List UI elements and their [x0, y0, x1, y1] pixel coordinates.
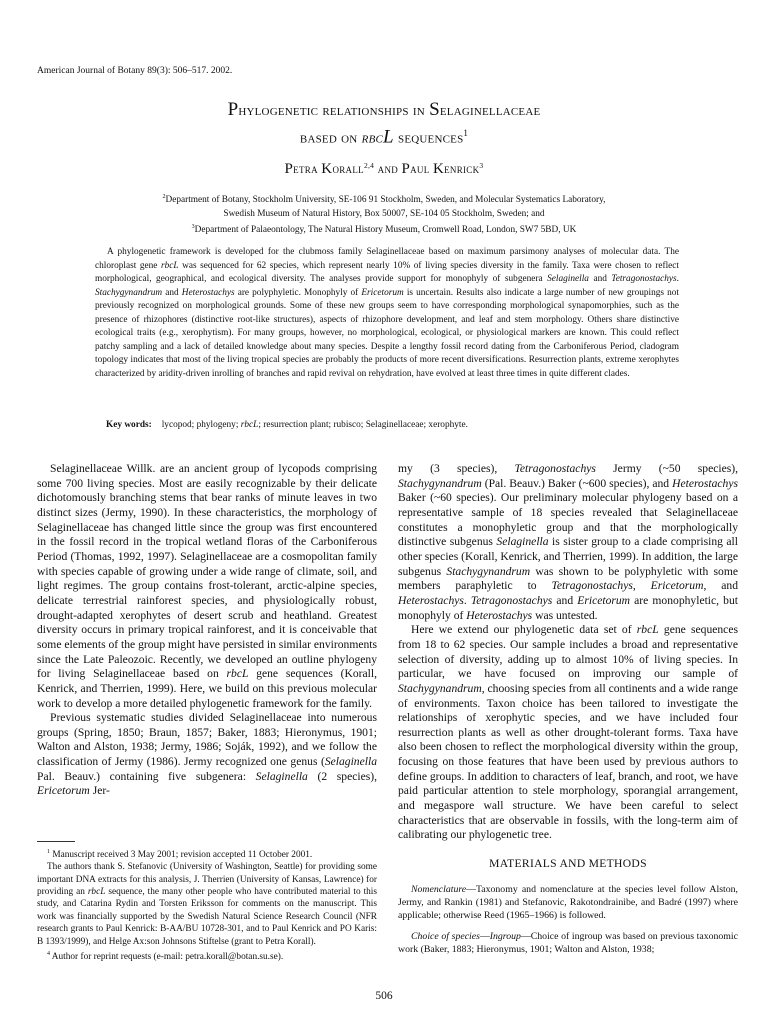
- footnotes: [37, 846, 377, 963]
- intro-paragraph-1: Selaginellaceae Willk. are an ancient group of lycopods comprising some 700 living species. Most are easily recognizable by their delicate dichotomously branching stems that bear ranks of minute leaves in two distinct sizes (Jermy, 1990). In these characteristics, the morphology of Selaginellaceae has changed little since the group was first encountered in the fossil record in the tropical wetland floras of the Carboniferous Period (Thomas, 1992, 1997). Selaginellaceae are a cosmopolitan family with species capable of growing under a wide range of climate, soil, and light regimes. The group contains frost-tolerant, arctic-alpine species, delicate terrestrial rainforest species, and physiologically robust, drought-adapted xerophytes of desert scrub and heathland. Greatest diversity occurs in primary tropical rainforest, and it is conceivable that some elements of the group might have persisted in similar environments since the Late Paleozoic. Recently, we developed an outline phylogeny for living Selaginellaceae based on rbcL gene sequences (Korall, Kenrick, and Therrien, 1999). Here, we build on this previous molecular work to develop a more detailed phylogenetic framework for the family.: [37, 462, 378, 710]
- author-list: Petra Korall$^{2,4}$ and Paul Kenrick$^3$: [284, 161, 484, 178]
- journal-citation: American Journal of Botany 89(3): 506–517. 2002.: [37, 66, 233, 76]
- methods-text: [398, 883, 738, 956]
- intro-paragraph-2-continued: my (3 species), Tetragonostachys Jermy (~50 species), Stachygynandrum (Pal. Beauv.) Baker (~600 species), and Heterostachys Baker (~60 species). Our preliminary molecular phylogeny based on a representative sample of 18 species revealed that Selaginellaceae constitutes a monophyletic group and that the morphologically distinctive subgenus Selaginella is sister group to a clade comprising all other species (Korall, Kenrick, and Therrien, 1999). In addition, the large subgenus Stachygynandrum was shown to be polyphyletic with some members paraphyletic to Tetragonostachys, Ericetorum, and Heterostachys. Tetragonostachys and Ericetorum are monophyletic, but monophyly of Heterostachys was untested.: [398, 462, 738, 622]
- nomenclature-paragraph: Nomenclature—Taxonomy and nomenclature at the species level follow Alston, Jermy, and Rankin (1981) and Stefanovic, Rakotondrainibe, and Badré (1997) where applicable; otherwise Reed (1965–1966) is followed.: [398, 883, 738, 921]
- keywords-label: Key words:: [106, 420, 152, 430]
- footnote-acknowledgements: The authors thank S. Stefanovic (University of Washington, Seattle) for providing some important DNA extracts for this analysis, J. Therrien (University of Kansas, Lawrence) for providing an rbcL sequence, the many other people who have contributed material to this study, and Catarina Rydin and Torsten Eriksson for comments on the manuscript. This work was financially supported by the Swedish Natural Science Research Council (NFR research grants to Paul Kenrick: B-AA/BU 10728-301, and to Paul Kenrick and PO Karis: B 1393/1999), and Helge Ax:son Johnsons Stiftelse (grant to Petra Korall).: [37, 862, 378, 947]
- footnote-1: $^1$ Manuscript received 3 May 2001; revision accepted 11 October 2001.: [47, 849, 313, 861]
- abstract: A phylogenetic framework is developed for the clubmoss family Selaginellaceae based on maximum parsimony analyses of molecular data. The chloroplast gene rbcL was sequenced for 62 species, which represent nearly 10% of living species diversity in the family. Taxa were chosen to reflect morphological, geographical, and ecological diversity. The analyses provide support for monophyly of subgenera Selaginella and Tetragonostachys. Stachygynandrum and Heterostachys are polyphyletic. Monophyly of Ericetorum is uncertain. Results also indicate a large number of new groupings not previously recognized on morphological grounds. Some of these new groups seem to have corresponding morphological synapomorphies, such as the presence of rhizophores (distinctive root-like structures), aspects of rhizophore development, and leaf and stem morphology. Others share distinctive ecological traits (e.g., xerophytism). For many groups, however, no morphological, ecological, or physiological markers are known. This could reflect patchy sampling and a lack of detailed knowledge about many species. Despite a lengthy fossil record dating from the Carboniferous Period, cladogram topology indicates that most of the living tropical species are probably the products of more recent diversifications. Resurrection plants, extreme xerophytes characterized by aridity-driven inrolling of branches and rapid revival on rehydration, have evolved at least three times in quite different clades.: [95, 247, 680, 379]
- section-heading-methods: MATERIALS AND METHODS: [489, 857, 647, 871]
- footnote-4: $^4$ Author for reprint requests (e-mail: petra.korall@botan.su.se).: [47, 950, 284, 962]
- title-line-1: Phylogenetic relationships in Selaginellaceae: [227, 99, 541, 120]
- affiliations: $^2$Department of Botany, Stockholm University, SE-106 91 Stockholm, Sweden, and Molecular Systematics Laboratory, Swedish Museum of Natural History, Box 50007, SE-104 05 Stockholm, Sweden; and $^3$Department of Palaeontology, The Natural History Museum, Cromwell Road, London, SW7 5BD, UK: [162, 194, 606, 236]
- title-line-2: based on rbcL sequences$^1$: [299, 126, 469, 148]
- choice-of-species-paragraph: Choice of species—Ingroup—Choice of ingroup was based on previous taxonomic work (Baker, 1883; Hieronymus, 1901; Walton and Alston, 1938;: [398, 931, 739, 956]
- right-column: [398, 462, 738, 956]
- intro-paragraph-2: Previous systematic studies divided Selaginellaceae into numerous groups (Spring, 1850; Braun, 1857; Baker, 1883; Hieronymus, 1901; Walton and Alston, 1938; Jermy, 1986; Soják, 1992), and we follow the classification of Jermy (1986). Jermy recognized one genus (Selaginella Pal. Beauv.) containing five subgenera: Selaginella (2 species), Ericetorum Jer-: [37, 711, 377, 798]
- keywords: Key words: lycopod; phylogeny; rbcL; resurrection plant; rubisco; Selaginellaceae; xerophyte.: [106, 420, 468, 430]
- article-title: [60, 99, 708, 149]
- left-column: [37, 462, 377, 799]
- page-number: 506: [375, 990, 393, 1002]
- intro-paragraph-3: Here we extend our phylogenetic data set of rbcL gene sequences from 18 to 62 species. Our sample includes a broad and representative selection of diversity, adding up to almost 10% of living species. In particular, we have focused on improving our sample of Stachygynandrum, choosing species from all continents and a wide range of environments. Taxon choice has been tailored to investigate the relationships of xerophytic species, and we have included four resurrection plants as well as other drought-tolerant forms. Taxa have also been chosen to reflect the morphological diversity within the group, focusing on those features that have been used by previous authors to define groups. In addition to characters of leaf, branch, and root, we have paid particular attention to stele morphology, sporangial arrangement, and megaspore wall structure. We have been careful to select characteristics that are observable in fossils, with the long-term aim of calibrating our phylogenetic tree.: [398, 623, 738, 842]
- footnote-rule: [37, 841, 75, 842]
